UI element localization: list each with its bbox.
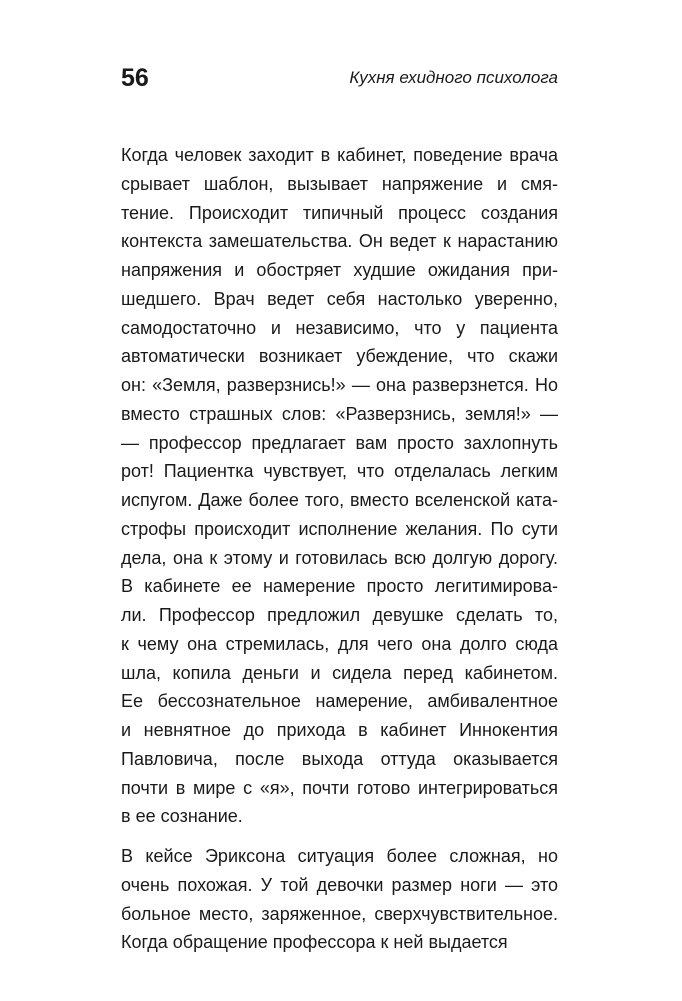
page-header <box>121 64 558 98</box>
paragraph <box>121 141 558 831</box>
body-text <box>121 141 558 968</box>
page-number: 56 <box>121 64 149 92</box>
text-line: строфы происходит исполнение желания. По сути <box>121 518 558 539</box>
text-line: больное место, заряженное, сверхчувствительное. <box>121 903 558 924</box>
text-line: и невнятное до прихода в кабинет Иннокентия <box>121 720 558 740</box>
text-line: срывает шаблон, вызывает напряжение и смя- <box>121 173 558 194</box>
text-line: напряжения и обостряет худшие ожидания при- <box>121 260 558 280</box>
text-line: Ее бессознательное намерение, амбивалентное <box>121 691 558 712</box>
text-line: — профессор предлагает вам просто захлопнуть <box>121 432 558 453</box>
text-line: Павловича, после выхода оттуда оказывается <box>121 748 558 769</box>
text-line: почти в мире с «я», почти готово интегрироваться <box>121 777 558 798</box>
text-line: ли. Профессор предложил девушке сделать то, <box>121 605 558 625</box>
text-line: к чему она стремилась, для чего она долго сюда <box>121 633 558 654</box>
text-line: В кейсе Эриксона ситуация более сложная, но <box>121 846 558 866</box>
text-line: шедшего. Врач ведет себя настолько уверенно, <box>121 288 558 309</box>
text-line: Когда человек заходит в кабинет, поведение врача <box>121 145 558 165</box>
text-line: контекста замешательства. Он ведет к нарастанию <box>121 231 558 252</box>
text-line: дела, она к этому и готовилась всю долгую дорогу. <box>121 547 558 568</box>
text-line: вместо страшных слов: «Разверзнись, земля!» — <box>121 403 558 424</box>
text-line: Когда обращение профессора к ней выдается <box>121 932 508 953</box>
paragraph <box>121 842 558 957</box>
text-line: испугом. Даже более того, вместо вселенской ката- <box>121 490 558 510</box>
text-line: рот! Пациентка чувствует, что отделалась легким <box>121 461 558 482</box>
text-line: самодостаточно и независимо, что у пациента <box>121 317 558 338</box>
text-line: автоматически возникает убеждение, что скажи <box>121 346 558 367</box>
text-line: тение. Происходит типичный процесс создания <box>121 202 558 223</box>
text-line: очень похожая. У той девочки размер ноги — это <box>121 874 558 895</box>
running-title: Кухня ехидного психолога <box>349 68 558 87</box>
text-line: шла, копила деньги и сидела перед кабинетом. <box>121 662 558 683</box>
text-line: В кабинете ее намерение просто легитимирова- <box>121 576 558 597</box>
text-line: он: «Земля, разверзнись!» — она разверзнется. Но <box>121 375 558 395</box>
text-line: в ее сознание. <box>121 806 243 827</box>
